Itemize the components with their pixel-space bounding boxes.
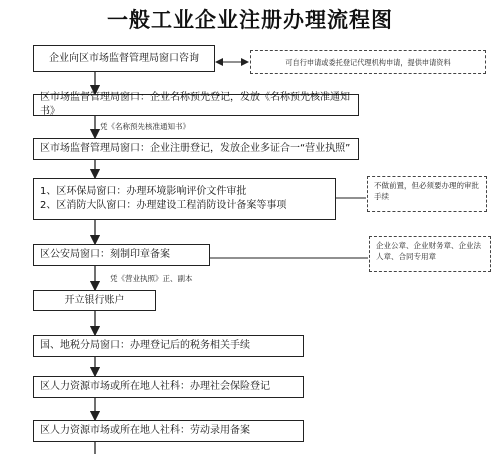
- page-title: 一般工业企业注册办理流程图: [107, 8, 393, 32]
- step-tax: 国、地税分局窗口：办理登记后的税务相关手续: [33, 335, 304, 357]
- note-agent: 可自行申请或委托登记代理机构申请，提供申请资料: [250, 50, 486, 74]
- note-seal: 企业公章、企业财务章、企业法人章、合同专用章: [369, 236, 491, 272]
- label-license: 凭《营业执照》正、副本: [110, 274, 193, 283]
- environment-line: 1、区环保局窗口：办理环境影响评价文件审批: [40, 186, 247, 197]
- note-preapproval: 不做前置，但必须要办理的审批手续: [367, 176, 487, 212]
- step-bank-account: 开立银行账户: [33, 290, 156, 311]
- fire-line: 2、区消防大队窗口：办理建设工程消防设计备案等事项: [40, 200, 287, 211]
- label-name-notice: 凭《名称预先核准通知书》: [100, 122, 190, 131]
- step-consult: 企业向区市场监督管理局窗口咨询: [33, 45, 215, 72]
- step-business-license: 区市场监督管理局窗口：企业注册登记，发放企业多证合一“营业执照”: [33, 138, 359, 160]
- step-employment-record: 区人力资源市场或所在地人社科：劳动录用备案: [33, 420, 304, 442]
- step-name-preapproval: 区市场监督管理局窗口：企业名称预先登记，发放《名称预先核准通知书》: [33, 94, 359, 116]
- step-social-insurance: 区人力资源市场或所在地人社科：办理社会保险登记: [33, 376, 304, 398]
- step-environment-fire: [33, 178, 336, 220]
- step-seal: 区公安局窗口：刻制印章备案: [33, 244, 210, 266]
